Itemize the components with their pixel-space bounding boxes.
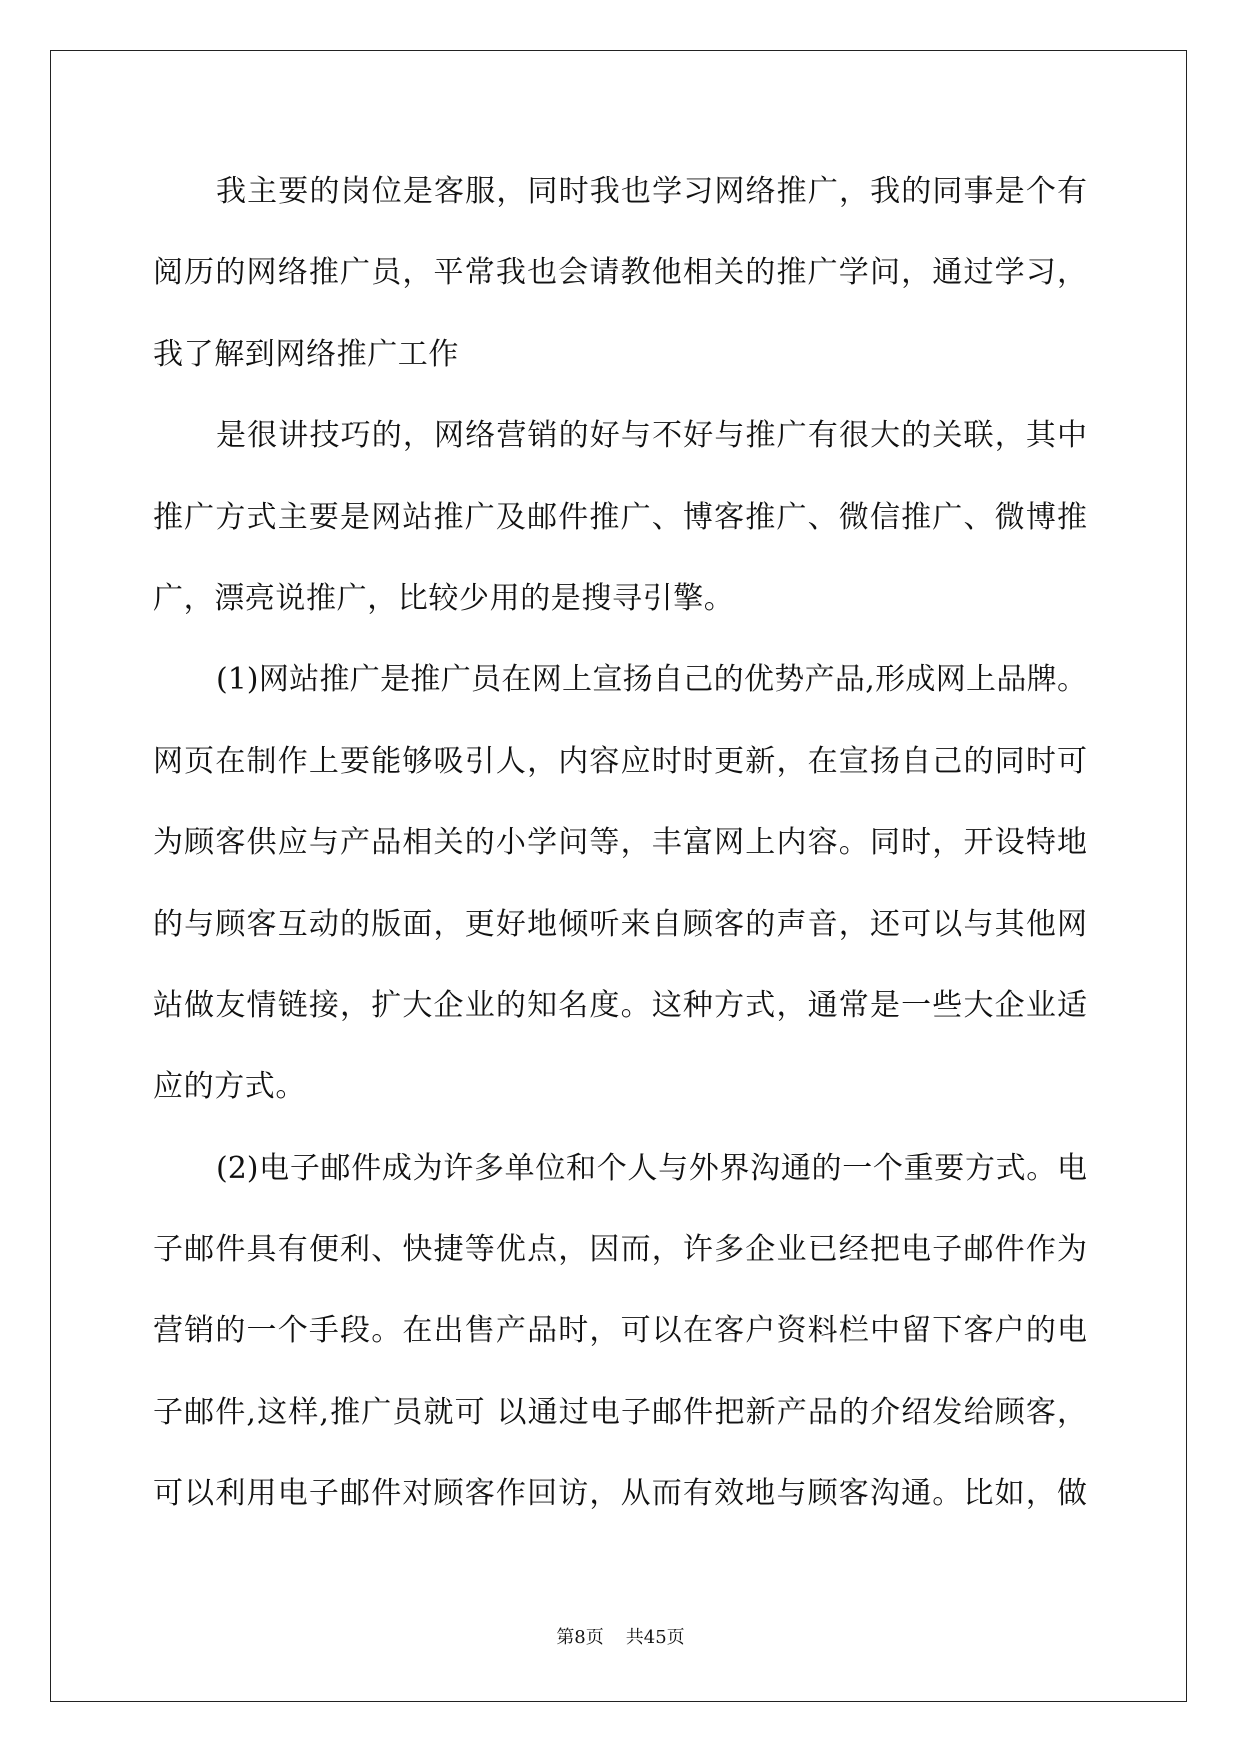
text-line: (2)电子邮件成为许多单位和个人与外界沟通的一个重要方式。电	[216, 1150, 1087, 1186]
document-body	[153, 151, 1087, 1535]
text-line: 可以利用电子邮件对顾客作回访，从而有效地与顾客沟通。比如，做	[153, 1476, 1087, 1512]
text-line: 网页在制作上要能够吸引人，内容应时时更新，在宣扬自己的同时可	[153, 743, 1087, 779]
paragraph	[153, 395, 1087, 639]
text-line: 子邮件具有便利、快捷等优点，因而，许多企业已经把电子邮件作为	[153, 1232, 1087, 1268]
page-number: 第8页	[556, 1627, 604, 1648]
page-total: 共45页	[625, 1627, 685, 1648]
text-line: 阅历的网络推广员，平常我也会请教他相关的推广学问，通过学习，	[153, 255, 1087, 291]
paragraph	[153, 1128, 1087, 1535]
text-line: 我了解到网络推广工作	[153, 336, 459, 372]
paragraph	[153, 151, 1087, 395]
paragraph	[153, 639, 1087, 1127]
text-line: 广，漂亮说推广，比较少用的是搜寻引擎。	[153, 580, 735, 616]
text-line: 站做友情链接，扩大企业的知名度。这种方式，通常是一些大企业适	[153, 987, 1087, 1023]
text-line: 是很讲技巧的，网络营销的好与不好与推广有很大的关联，其中	[216, 418, 1087, 454]
page-footer	[0, 1624, 1241, 1652]
text-line: 的与顾客互动的版面，更好地倾听来自顾客的声音，还可以与其他网	[153, 906, 1087, 942]
text-line: 为顾客供应与产品相关的小学问等，丰富网上内容。同时，开设特地	[153, 825, 1087, 861]
text-line: 应的方式。	[153, 1069, 306, 1105]
text-line: 推广方式主要是网站推广及邮件推广、博客推广、微信推广、微博推	[153, 499, 1087, 535]
text-line: 子邮件,这样,推广员就可 以通过电子邮件把新产品的介绍发给顾客，	[153, 1394, 1087, 1430]
text-line: 营销的一个手段。在出售产品时，可以在客户资料栏中留下客户的电	[153, 1313, 1087, 1349]
text-line: 我主要的岗位是客服，同时我也学习网络推广，我的同事是个有	[216, 174, 1087, 209]
text-line: (1)网站推广是推广员在网上宣扬自己的优势产品,形成网上品牌。	[216, 662, 1087, 698]
